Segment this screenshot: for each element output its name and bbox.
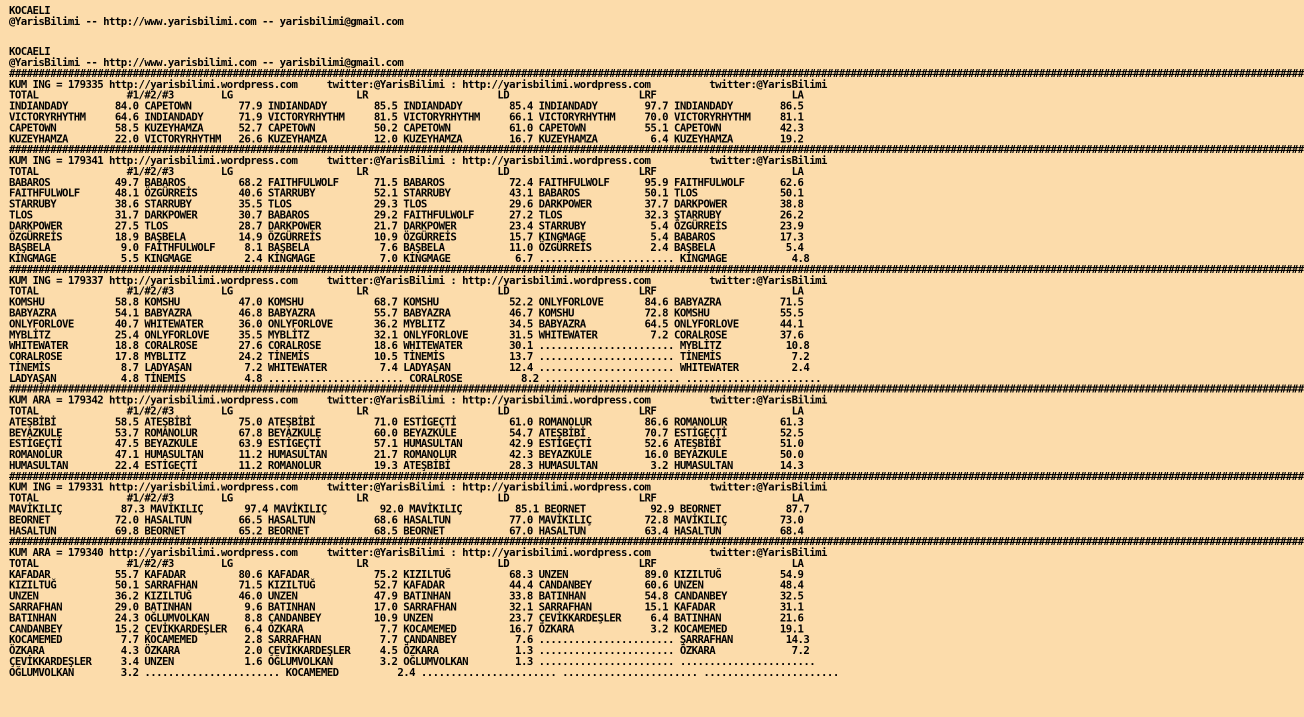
report-line: BAŞBELA 9.0 FAİTHFULWOLF 8.1 BAŞBELA 7.6 BAŞBELA 11.0 ÖZGÜRREİS 2.4 BAŞBELA 5.4 [9,241,804,255]
report-line: WHITEWATER 18.8 CORALROSE 27.6 CORALROSE 18.6 WHITEWATER 30.1 ....................... MYBLİTZ 10.8 [9,339,810,353]
separator-line: ############################################################################################################################################################################################################################ [9,263,1304,276]
report-line: SARRAFHAN 29.0 BATINHAN 9.6 BATINHAN 17.0 SARRAFHAN 32.1 SARRAFHAN 15.1 KAFADAR 31.1 [9,600,804,614]
header-title-1: KOCAELI [9,4,51,17]
separator-line: ############################################################################################################################################################################################################################ [9,67,1304,80]
report-line: HUMASULTAN 22.4 ESTİGEÇTİ 11.2 ROMANOLUR 19.3 ATEŞBİBİ 28.3 HUMASULTAN 3.2 HUMASULTAN 14.3 [9,459,804,472]
report-line: TOTAL #1/#2/#3 LG LR LD LRF LA [9,491,804,505]
header-title-2: KOCAELI [9,45,51,58]
report-line: KOMSHU 58.8 KOMSHU 47.0 KOMSHU 68.7 KOMSHU 52.2 ONLYFORLOVE 84.6 BABYAZRA 71.5 [9,295,804,309]
report-line: KUM ARA = 179340 http://yarisbilimi.wordpress.com twitter:@YarisBilimi : http://yarisbilimi.wordpress.com twitter:@YarisBilimi [9,546,827,560]
report-line: KUM ING = 179341 http://yarisbilimi.wordpress.com twitter:@YarisBilimi : http://yarisbilimi.wordpress.com twitter:@YarisBilimi [9,154,827,167]
report-line: TLOS 31.7 DARKPOWER 30.7 BABAROS 29.2 FAITHFULWOLF 27.2 TLOS 32.3 ŞTARRUBY 26.2 [9,208,804,222]
report-line: BABYAZRA 54.1 BABYAZRA 46.8 BABYAZRA 55.7 BABYAZRA 46.7 KOMSHU 72.8 KOMSHU 55.5 [9,306,804,320]
report-line: KİNGMAGE 5.5 KINGMAGE 2.4 KİNGMAGE 7.0 KİNGMAGE 6.7 ....................... KİNGMAGE 4.8 [9,252,810,266]
report-line: OĞLUMVOLKAN 3.2 ....................... KOCAMEMED 2.4 ....................... ....................... ....................... [9,665,839,679]
report-line: CAPETOWN 58.5 KUZEYHAMZA 52.7 CAPETOWN 50.2 CAPETOWN 61.0 CAPETOWN 55.1 CAPETOWN 42.3 [9,121,804,135]
report-line: INDIANDADY 84.0 CAPETOWN 77.9 INDIANDADY 85.5 INDIANDADY 85.4 INDIANDADY 97.7 INDIANDADY 86.5 [9,99,804,113]
report-line: STARRUBY 38.6 STARRUBY 35.5 TLOS 29.3 TLOS 29.6 DARKPOWER 37.7 DARKPOWER 38.8 [9,197,804,211]
report-line: ÖZKARA 4.3 ÖZKARA 2.0 ÇEVİKKARDEŞLER 4.5 ÖZKARA 1.3 ....................... ÖZKARA 7.2 [9,644,810,658]
report-line: LADYAŞAN 4.8 TİNEMİS 4.8 ....................... CORALROSE 8.2 ....................... ....................... [9,371,822,385]
report-line: MYBLİTZ 25.4 ONLYFORLOVE 35.5 MYBLİTZ 32.1 ONLYFORLOVE 31.5 WHITEWATER 7.2 CORALROSE 37.6 [9,328,804,342]
report-line: VICTORYRHYTHM 64.6 INDIANDADY 71.9 VICTORYRHYTHM 81.5 VICTORYRHYTHM 66.1 VICTORYRHYTHM 70.0 VICTORYRHYTHM 81.1 [9,110,804,124]
report-line: TOTAL #1/#2/#3 LG LR LD LRF LA [9,88,804,102]
report-line: TOTAL #1/#2/#3 LG LR LD LRF LA [9,284,804,298]
report-line: TOTAL #1/#2/#3 LG LR LD LRF LA [9,557,804,570]
report-line: ÇEVİKKARDEŞLER 3.4 UNZEN 1.6 OĞLUMVOLKAN 3.2 OĞLUMVOLKAN 1.3 ....................... ....................... [9,655,816,668]
report-line: CORALROSE 17.8 MYBLITZ 24.2 TİNEMİS 10.5 TİNEMİS 13.7 ....................... TİNEMİS 7.2 [9,350,810,364]
report-line: KAFADAR 55.7 KAFADAR 80.6 KAFADAR 75.2 KIZILTUĞ 68.3 UNZEN 89.0 KIZILTUĞ 54.9 [9,567,804,581]
report-line: BABAROS 49.7 BABAROS 68.2 FAITHFULWOLF 71.5 BABAROS 72.4 FAITHFULWOLF 95.9 FAITHFULWOLF 62.6 [9,175,804,189]
header-spacer [9,27,1067,46]
separator-line: ############################################################################################################################################################################################################################ [9,143,1304,157]
report-line: BATINHAN 24.3 OĞLUMVOLKAN 8.8 ÇANDANBEY 10.9 UNZEN 23.7 ÇEVİKKARDEŞLER 6.4 BATINHAN 21.6 [9,611,804,625]
report-line: HASALTUN 69.8 BEORNET 65.2 BEORNET 68.5 BEORNET 67.0 HASALTUN 63.4 HASALTUN 68.4 [9,524,804,538]
report-line: FAITHFULWOLF 48.1 ÖZGÜRREİS 40.6 STARRUBY 52.1 STARRUBY 43.1 BABAROS 50.1 TLOS 50.1 [9,186,804,200]
race-report-text [9,67,1304,679]
separator-line: ############################################################################################################################################################################################################################ [9,382,1304,396]
report-line: TİNEMİS 8.7 LADYAŞAN 7.2 WHITEWATER 7.4 LADYAŞAN 12.4 ....................... WHITEWATER 2.4 [9,361,810,374]
report-line: KUM ING = 179331 http://yarisbilimi.wordpress.com twitter:@YarisBilimi : http://yarisbilimi.wordpress.com twitter:@YarisBilimi [9,480,827,494]
report-line: ATEŞBİBİ 58.5 ATEŞBİBİ 75.0 ATEŞBİBİ 71.0 ESTİGEÇTİ 61.0 ROMANOLUR 86.6 ROMANOLUR 61.3 [9,415,804,429]
report-line: KUZEYHAMZA 22.0 VICTORYRHYTHM 26.6 KUZEYHAMZA 12.0 KUZEYHAMZA 16.7 KUZEYHAMZA 6.4 KUZEYHAMZA 19.2 [9,132,804,146]
header-contact-2: @YarisBilimi -- http://www.yarisbilimi.com -- yarisbilimi@gmail.com [9,56,404,69]
report-line: TOTAL #1/#2/#3 LG LR LD LRF LA [9,404,804,418]
report-line: UNZEN 36.2 KIZILTUĞ 46.0 UNZEN 47.9 BATINHAN 33.8 BATINHAN 54.8 CANDANBEY 32.5 [9,589,804,603]
report-line: KUM ARA = 179342 http://yarisbilimi.wordpress.com twitter:@YarisBilimi : http://yarisbilimi.wordpress.com twitter:@YarisBilimi [9,393,827,407]
report-line: ÖZGÜRREİS 18.9 BAŞBELA 14.9 ÖZGÜRREİS 10.9 ÖZGÜRREİS 15.7 KINGMAGE 5.4 BABAROS 17.3 [9,230,804,244]
report-line: ESTİGEÇTİ 47.5 BEYAZKULE 63.9 ESTİGEÇTİ 57.1 HUMASULTAN 42.9 ESTİGEÇTİ 52.6 ATEŞBİBİ 51.0 [9,437,804,451]
report-line: BEYAZKULE 53.7 ROMANOLUR 67.8 BEYAZKULE 60.0 BEYAZKULE 54.7 ATEŞBİBİ 70.7 ESTİGEÇTİ 52.5 [9,426,804,440]
header-contact-1: @YarisBilimi -- http://www.yarisbilimi.com -- yarisbilimi@gmail.com [9,15,404,28]
report-line: KIZILTUĞ 50.1 SARRAFHAN 71.5 KIZILTUĞ 52.7 KAFADAR 44.4 CANDANBEY 60.6 UNZEN 48.4 [9,578,804,592]
report-line: TOTAL #1/#2/#3 LG LR LD LRF LA [9,165,804,178]
report-line: ROMANOLUR 47.1 HUMASULTAN 11.2 HUMASULTAN 21.7 ROMANOLUR 42.3 BEYAZKULE 16.0 BEYAZKULE 50.0 [9,448,804,462]
separator-line: ############################################################################################################################################################################################################################ [9,469,1304,483]
report-line: ONLYFORLOVE 40.7 WHITEWATER 36.0 ONLYFORLOVE 36.2 MYBLITZ 34.5 BABYAZRA 64.5 ONLYFORLOVE 44.1 [9,317,804,331]
report-line: KUM ING = 179335 http://yarisbilimi.wordpress.com twitter:@YarisBilimi : http://yarisbilimi.wordpress.com twitter:@YarisBilimi [9,77,827,91]
report-line: KUM ING = 179337 http://yarisbilimi.wordpress.com twitter:@YarisBilimi : http://yarisbilimi.wordpress.com twitter:@YarisBilimi [9,273,827,287]
report-line: KOCAMEMED 7.7 KOCAMEMED 2.8 SARRAFHAN 7.7 ÇANDANBEY 7.6 ....................... ŞARRAFHAN 14.3 [9,633,810,647]
report-line: BEORNET 72.0 HASALTUN 66.5 HASALTUN 68.6 HASALTUN 77.0 MAVİKILIÇ 72.8 MAVİKILIÇ 73.0 [9,513,804,527]
report-line: MAVİKILIÇ 87.3 MAVİKILIÇ 97.4 MAVİKILIÇ 92.0 MAVİKILIÇ 85.1 BEORNET 92.9 BEORNET 87.7 [9,502,810,516]
report-line: CANDANBEY 15.2 ÇEVİKKARDEŞLER 6.4 OZKARA 7.7 KOCAMEMED 16.7 ÖZKARA 3.2 KOCAMEMED 19.1 [9,622,804,636]
separator-line: ############################################################################################################################################################################################################################ [9,535,1304,549]
report-line: DARKPOWER 27.5 TLOS 28.7 DARKPOWER 21.7 DARKPOWER 23.4 STARRUBY 5.4 ÖZGÜRREİS 23.9 [9,219,804,233]
